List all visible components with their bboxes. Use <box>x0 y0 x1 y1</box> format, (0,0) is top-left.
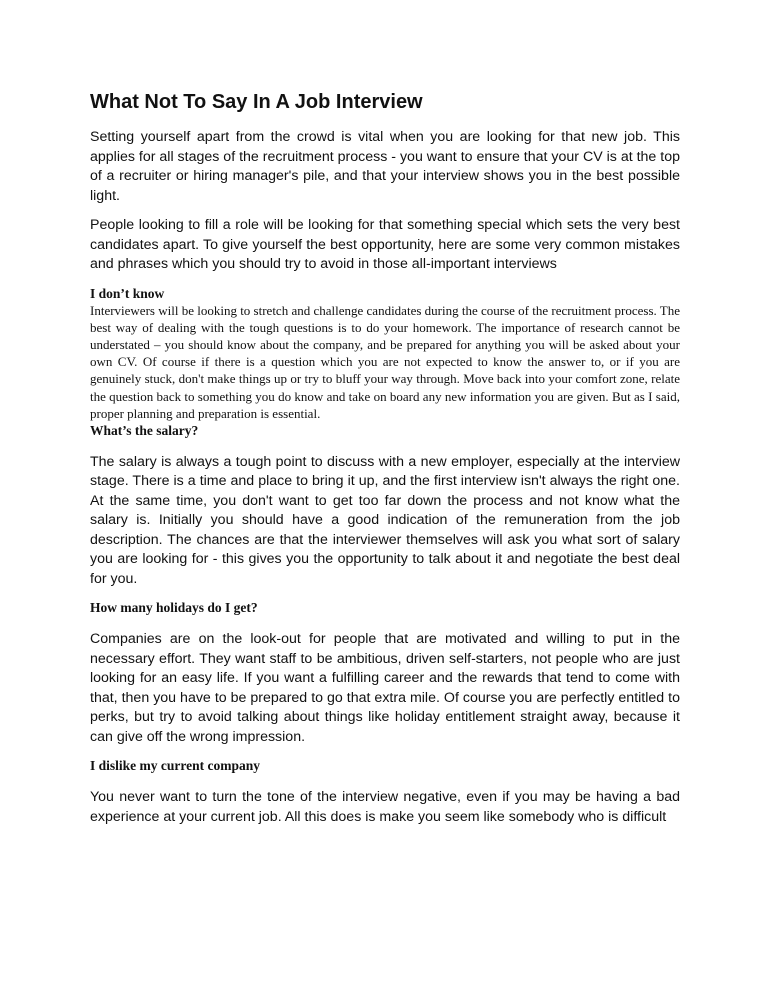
section-heading: How many holidays do I get? <box>90 600 258 616</box>
intro-paragraph-1: Setting yourself apart from the crowd is vital when you are looking for that new job. This applies for all stages of the recruitment process - you want to ensure that your CV is at the top of a recruiter or hiring manager's pile, and that your interview shows you in the best possible light. <box>90 129 680 204</box>
document-page <box>90 88 680 835</box>
section-body: The salary is always a tough point to discuss with a new employer, especially at the interview stage. There is a time and place to bring it up, and the first interview isn't always the right one. At the same time, you don't want to get too far down the process and not know what the salary is. Initially you should have a good indication of the remuneration from the job description. The chances are that the interviewer themselves will ask you what sort of salary you are looking for - this gives you the opportunity to talk about it and negotiate the best deal for you. <box>90 453 680 587</box>
section-body: Companies are on the look-out for people that are motivated and willing to put in the necessary effort. They want staff to be ambitious, driven self-starters, not people who are just looking for an easy life. If you want a fulfilling career and the rewards that tend to come with that, then you have to be prepared to go that extra mile. Of course you are perfectly entitled to perks, but try to avoid talking about things like holiday entitlement straight away, because it can give off the wrong impression. <box>90 631 680 745</box>
section-body: Interviewers will be looking to stretch and challenge candidates during the course of the recruitment process. The best way of dealing with the tough questions is to do your homework. The importance of research cannot be understated – you should know about the company, and be prepared for anything you will be asked about your own CV. Of course if there is a question which you are not expected to know the answer to, or if you are genuinely stuck, don't make things up or try to bluff your way through. Move back into your comfort zone, relate the question back to something you do know and take on board any new information you are given. But as I said, proper planning and preparation is essential. <box>90 302 680 421</box>
section-holidays <box>90 599 680 747</box>
section-whats-the-salary <box>90 422 680 590</box>
section-body: You never want to turn the tone of the interview negative, even if you may be having a bad experience at your current job. All this does is make you seem like somebody who is difficult <box>90 789 680 825</box>
section-i-dont-know <box>90 285 680 422</box>
section-heading: I don’t know <box>90 285 165 301</box>
section-heading: I dislike my current company <box>90 758 261 774</box>
document-title: What Not To Say In A Job Interview <box>90 91 423 113</box>
section-dislike-company <box>90 757 680 827</box>
section-heading: What’s the salary? <box>90 422 199 438</box>
intro-paragraph-2: People looking to fill a role will be looking for that something special which sets the very best candidates apart. To give yourself the best opportunity, here are some very common mistakes and phrases which you should try to avoid in those all-important interviews <box>90 217 680 272</box>
